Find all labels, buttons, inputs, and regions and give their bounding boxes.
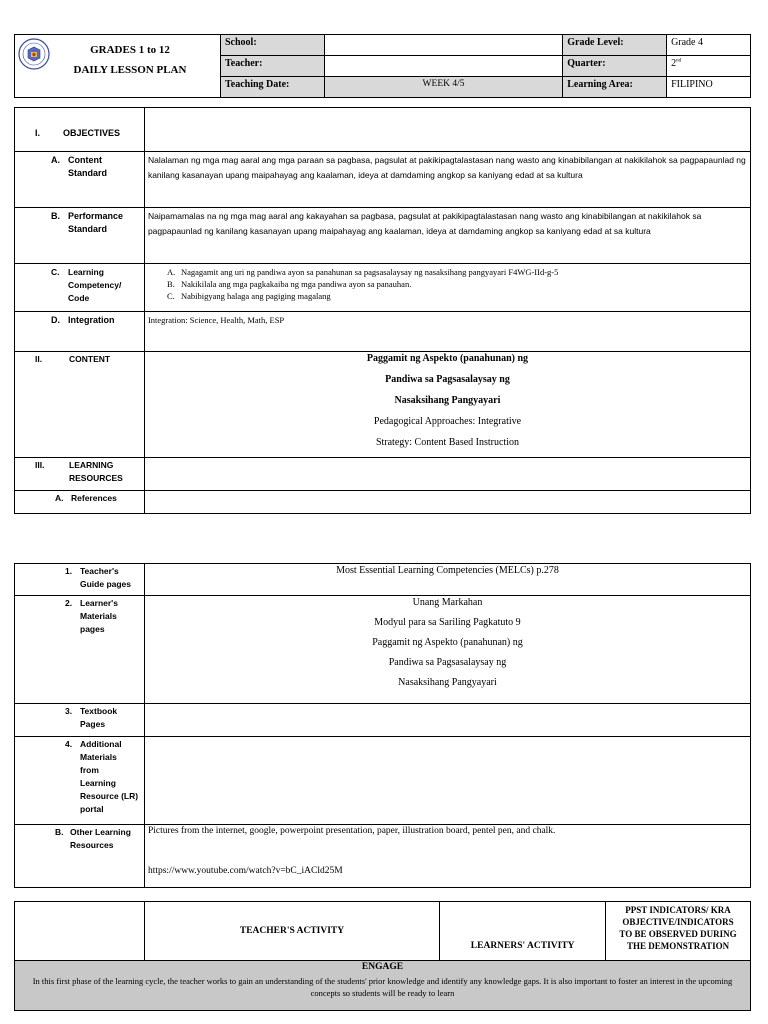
- teachers-guide-label-cell: [15, 564, 145, 596]
- competency-item-text: Nagagamit ang uri ng pandiwa ayon sa panahunan sa pagsasalaysay ng nasaksihang pangyayari F4WG-IId-g-5: [180, 267, 559, 277]
- content-title-2: Pandiwa sa Pagsasalaysay ng: [385, 374, 510, 385]
- learning-resources-value: [144, 458, 750, 491]
- references-label: References: [71, 493, 117, 503]
- learners-materials-line: Pandiwa sa Pagsasalaysay ng: [388, 657, 507, 668]
- textbook-label-2: Pages: [80, 719, 106, 729]
- teachers-guide-label-2: Guide pages: [80, 579, 132, 589]
- competency-item-mark: C.: [166, 291, 175, 301]
- learners-materials-label-3: pages: [80, 624, 105, 634]
- ppst-line-2: OBJECTIVE/INDICATORS: [622, 917, 734, 927]
- competency-letter: C.: [51, 267, 60, 277]
- quarter-suffix: nd: [676, 58, 682, 64]
- additional-materials-label-2: Materials: [80, 752, 117, 762]
- activity-blank-cell: [15, 902, 145, 961]
- title-line-2: DAILY LESSON PLAN: [73, 64, 187, 76]
- content-standard-label-2: Standard: [68, 168, 108, 178]
- learners-materials-line: Modyul para sa Sariling Pagkatuto 9: [374, 617, 521, 628]
- textbook-label-1: Textbook: [80, 706, 118, 716]
- learners-materials-label-1: Learner's: [80, 598, 118, 608]
- competency-label-1: Learning: [68, 267, 104, 277]
- objectives-title: OBJECTIVES: [63, 128, 121, 138]
- teaching-date-value[interactable]: WEEK 4/5: [324, 77, 562, 98]
- teachers-activity-header: TEACHER'S ACTIVITY: [144, 902, 440, 961]
- engage-section: [15, 961, 751, 1011]
- other-resources-label-2: Resources: [70, 840, 114, 850]
- school-label: School:: [221, 35, 325, 56]
- other-resources-label-cell: [15, 825, 145, 888]
- teachers-guide-num: 1.: [65, 566, 73, 576]
- quarter-number: 2: [671, 58, 677, 69]
- learners-materials-num: 2.: [65, 598, 73, 608]
- header-table: [220, 34, 751, 98]
- teachers-guide-label-1: Teacher's: [80, 566, 119, 576]
- learning-resources-num: III.: [35, 460, 45, 470]
- competency-list: [144, 264, 750, 312]
- grade-level-value: Grade 4: [667, 35, 751, 56]
- school-field[interactable]: [324, 35, 562, 56]
- content-standard-text: Nalalaman ng mga mag aaral ang mga paraan sa pagbasa, pagsulat at pakikipagtalastasan nang wasto ang kinabibilangan at nakikilahok sa pagpapaunlad ng kanilang kasanayan upang maipahayag ang kaalaman, ideya at damdaming angkop sa kaniyang edad at sa kultura: [144, 152, 750, 208]
- learners-materials-body: [144, 596, 750, 704]
- competency-item-mark: A.: [166, 267, 176, 277]
- textbook-value: [144, 704, 750, 737]
- competency-label-2: Competency/: [68, 280, 122, 290]
- additional-materials-label-6: portal: [80, 804, 104, 814]
- performance-standard-label-cell: [15, 208, 145, 264]
- learning-area-label: Learning Area:: [563, 77, 667, 98]
- competency-item-text: Nabibigyang halaga ang pagiging magalang: [180, 291, 331, 301]
- performance-standard-label-1: Performance: [68, 211, 124, 221]
- other-resources-text: Pictures from the internet, google, powerpoint presentation, paper, illustration board, pentel pen, and chalk.: [147, 826, 556, 836]
- quarter-value: [667, 56, 751, 77]
- strategy: Strategy: Content Based Instruction: [375, 437, 519, 448]
- objectives-heading: [15, 119, 144, 140]
- pedagogical-approach: Pedagogical Approaches: Integrative: [373, 416, 522, 427]
- additional-materials-value: [144, 737, 750, 825]
- learners-materials-line: Paggamit ng Aspekto (panahunan) ng: [372, 637, 523, 648]
- integration-text: Integration: Science, Health, Math, ESP: [144, 312, 750, 352]
- integration-label-cell: [15, 312, 145, 352]
- header-frame-left: [14, 34, 221, 98]
- references-letter: A.: [55, 493, 64, 503]
- ppst-indicators-header: [606, 902, 751, 961]
- learning-resources-label-cell: [15, 458, 145, 491]
- integration-label: Integration: [68, 315, 115, 325]
- performance-standard-text: Naipamamalas na ng mga mag aaral ang kakayahan sa pagbasa, pagsulat at pakikipagtalastasan nang wasto ang kinabibilangan at nakikilahok sa pagpapaunlad ng kanilang kasanayan upang maipahayag ang kaalaman, ideya at damdaming angkop sa kaniyang edad at sa kultura: [144, 208, 750, 264]
- references-value: [144, 491, 750, 514]
- learning-resources-label-2: RESOURCES: [69, 473, 123, 483]
- objectives-table: [14, 107, 751, 514]
- learners-materials-label-cell: [15, 596, 145, 704]
- competency-label-cell: [15, 264, 145, 312]
- learners-materials-line: Nasaksihang Pangyayari: [398, 677, 497, 688]
- additional-materials-label-1: Additional: [80, 739, 122, 749]
- learners-materials-line: Unang Markahan: [412, 597, 483, 608]
- learning-area-value: FILIPINO: [667, 77, 751, 98]
- other-resources-body: [144, 825, 750, 888]
- objectives-value: [144, 108, 750, 152]
- content-num: II.: [35, 354, 43, 364]
- learners-materials-label-2: Materials: [80, 611, 117, 621]
- content-title-1: Paggamit ng Aspekto (panahunan) ng: [366, 353, 529, 364]
- references-table: [14, 563, 751, 888]
- additional-materials-label-4: Learning: [80, 778, 116, 788]
- textbook-label-cell: [15, 704, 145, 737]
- integration-letter: D.: [51, 315, 60, 325]
- teachers-guide-text: Most Essential Learning Competencies (MELCs) p.278: [144, 564, 750, 596]
- content-standard-label-cell: [15, 152, 145, 208]
- youtube-link[interactable]: https://www.youtube.com/watch?v=bC_iACld25M: [147, 866, 343, 876]
- textbook-num: 3.: [65, 706, 73, 716]
- content-standard-label-1: Content: [68, 155, 102, 165]
- competency-label-3: Code: [68, 293, 90, 303]
- content-standard-letter: A.: [51, 155, 60, 165]
- learning-resources-label-1: LEARNING: [69, 460, 114, 470]
- performance-standard-letter: B.: [51, 211, 60, 221]
- performance-standard-label-2: Standard: [68, 224, 108, 234]
- teacher-label: Teacher:: [221, 56, 325, 77]
- additional-materials-label-3: from: [80, 765, 99, 775]
- other-resources-letter: B.: [55, 827, 64, 837]
- learners-activity-header: LEARNERS' ACTIVITY: [440, 902, 606, 961]
- engage-description: In this first phase of the learning cycle, the teacher works to gain an understanding of the students' prior knowledge and identify any knowledge gaps. It is also important to foster an interest in the upcoming concepts so students will be ready to learn: [32, 976, 733, 998]
- grade-level-label: Grade Level:: [563, 35, 667, 56]
- objectives-num: I.: [35, 128, 41, 138]
- other-resources-label-1: Other Learning: [70, 827, 131, 837]
- references-label-cell: [15, 491, 145, 514]
- engage-title: ENGAGE: [361, 962, 404, 972]
- content-body: [144, 352, 750, 458]
- additional-materials-label-cell: [15, 737, 145, 825]
- content-label-cell: [15, 352, 145, 458]
- content-label: CONTENT: [69, 354, 111, 364]
- competency-item: [167, 266, 750, 278]
- quarter-label: Quarter:: [563, 56, 667, 77]
- teacher-field[interactable]: [324, 56, 562, 77]
- ppst-line-3: TO BE OBSERVED DURING: [619, 929, 737, 939]
- objectives-heading-cell: [15, 108, 145, 152]
- ppst-line-4: THE DEMONSTRATION: [626, 941, 730, 951]
- competency-item-mark: B.: [166, 279, 175, 289]
- content-title-3: Nasaksihang Pangyayari: [394, 395, 501, 406]
- additional-materials-label-5: Resource (LR): [80, 791, 139, 801]
- teaching-date-label: Teaching Date:: [221, 77, 325, 98]
- additional-materials-num: 4.: [65, 739, 73, 749]
- competency-item: [167, 278, 750, 290]
- ppst-line-1: PPST INDICATORS/ KRA: [625, 905, 731, 915]
- competency-item: [167, 290, 750, 302]
- activity-table: [14, 901, 751, 1011]
- title-line-1: GRADES 1 to 12: [90, 44, 170, 56]
- competency-item-text: Nakikilala ang mga pagkakaiba ng mga pandiwa ayon sa panauhan.: [180, 279, 412, 289]
